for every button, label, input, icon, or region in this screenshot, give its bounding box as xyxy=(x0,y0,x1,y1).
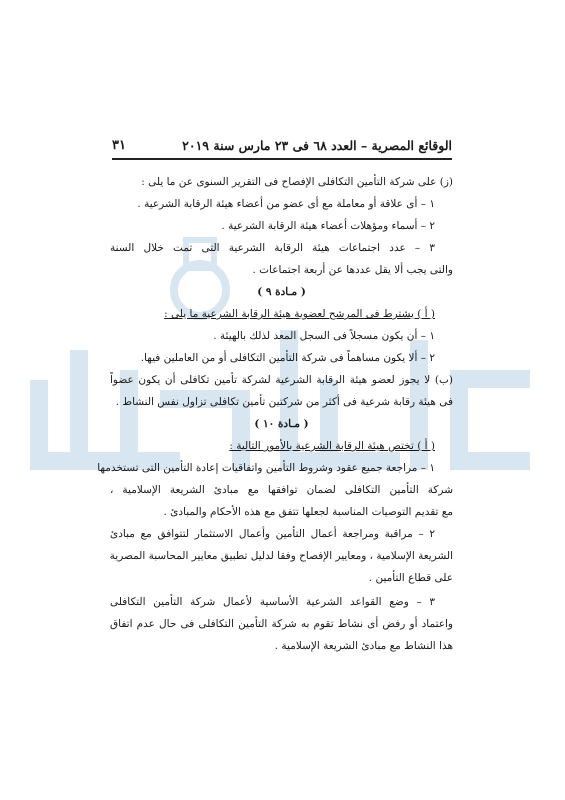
header-title: الوقائع المصرية – العدد ٦٨ فى ٢٣ مارس سنة ٢٠١٩ xyxy=(182,138,452,153)
list-item: ٣ – عدد اجتماعات هيئة الرقابة الشرعية التى تمت خلال السنة xyxy=(110,242,435,254)
clause-a: ( أ ) يشترط فى المرشح لعضوية هيئة الرقابة الشرعية ما يلى : xyxy=(164,308,435,320)
list-item-continuation: على قطاع التأمين . xyxy=(368,572,453,584)
list-item: ٣ – وضع القواعد الشرعية الأساسية لأعمال شركة التأمين التكافلى xyxy=(110,596,435,608)
header-divider xyxy=(112,158,452,160)
list-item-continuation: مع تقديم التوصيات المناسبة لجعلها تتفق مع هذه الأحكام والمبادئ . xyxy=(163,506,453,518)
article-heading-9: ( مـادة ٩ ) xyxy=(257,286,306,298)
list-item-continuation: هذا النشاط مع مبادئ الشريعة الإسلامية . xyxy=(274,640,453,652)
page-number: ٣١ xyxy=(112,138,126,153)
list-item-continuation: شركة التأمين التكافلى لضمان توافقها مع مبادئ الشريعة الإسلامية ، xyxy=(110,484,453,496)
clause-a: ( أ ) تختص هيئة الرقابة الشرعية بالأمور التالية : xyxy=(229,440,435,452)
clause-b: (ب) لا يجوز لعضو هيئة الرقابة الشرعية لشركة تأمين تكافلى أن يكون عضواً xyxy=(110,374,453,386)
list-item-continuation: واعتماد أو رفض أى نشاط تقوم به شركة التأمين التكافلى فى حال عدم اتفاق xyxy=(110,618,453,630)
clause-z: (ز) على شركة التأمين التكافلى الإفصاح فى التقرير السنوى عن ما يلى : xyxy=(141,176,453,188)
page-header xyxy=(112,138,452,156)
list-item-continuation: الشريعة الإسلامية ، ومعايير الإفصاح وفقا لدليل تطبيق معايير المحاسبة المصرية xyxy=(109,550,453,562)
clause-b-continuation: فى هيئة رقابة شرعية فى أكثر من شركتين تأمين تكافلى تزاول نفس النشاط . xyxy=(115,396,453,408)
list-item: ٢ – أسماء ومؤهلات أعضاء هيئة الرقابة الشرعية . xyxy=(221,220,435,232)
list-item: ١ – مراجعة جميع عقود وشروط التأمين واتفاقيات إعادة التأمين التى تستخدمها xyxy=(97,462,435,474)
list-item: ٢ – ألا يكون مساهماً فى شركة التأمين التكافلى أو من العاملين فيها. xyxy=(140,352,435,364)
list-item: ٢ – مراقبة ومراجعة أعمال التأمين وأعمال الاستثمار لتتوافق مع مبادئ xyxy=(110,528,435,540)
list-item: ١ – أى علاقة أو معاملة مع أى عضو من أعضاء هيئة الرقابة الشرعية . xyxy=(137,198,435,210)
article-heading-10: ( مـادة ١٠ ) xyxy=(254,418,309,430)
list-item: ١ – أن يكون مسجلاً فى السجل المعد لذلك بالهيئة . xyxy=(213,330,435,342)
list-item-continuation: والتى يجب ألا يقل عددها عن أربعة اجتماعات . xyxy=(252,264,453,276)
